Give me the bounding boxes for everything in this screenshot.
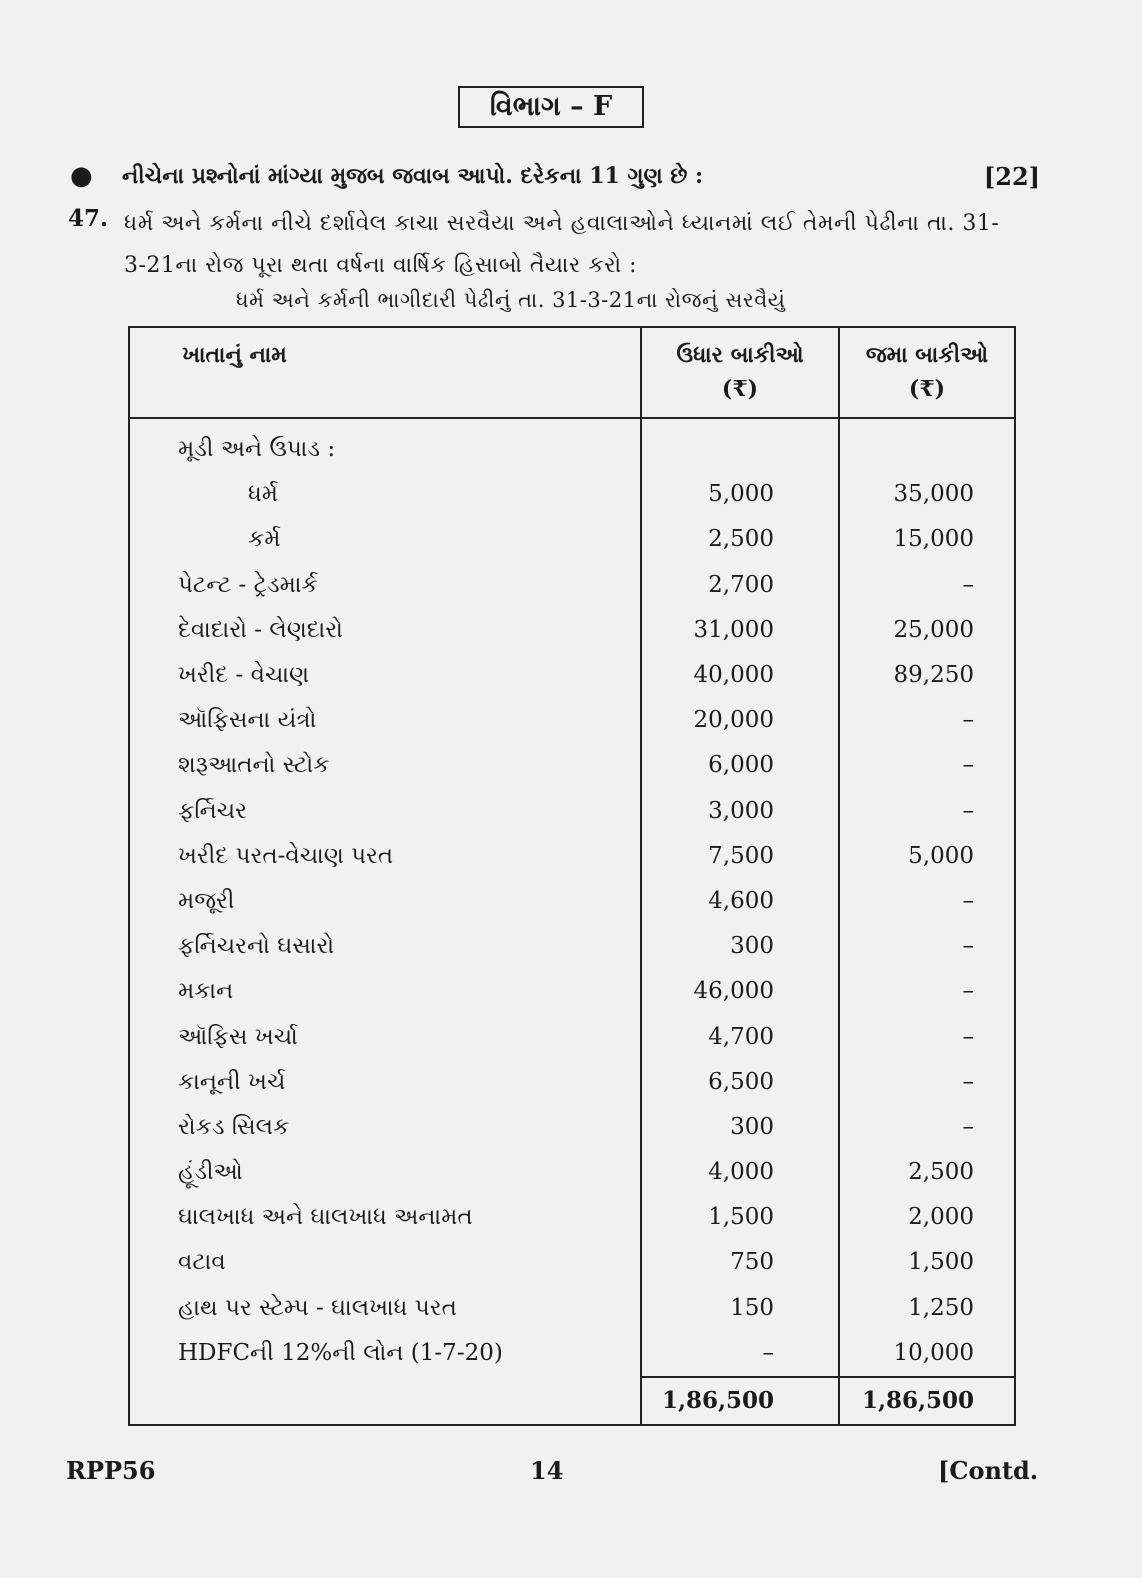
- credit-value: [839, 418, 1015, 472]
- credit-value: –: [839, 879, 1015, 924]
- credit-value: 35,000: [839, 472, 1015, 517]
- debit-value: 6,000: [641, 743, 839, 788]
- credit-value: –: [839, 969, 1015, 1014]
- account-name: મજૂરી: [129, 879, 641, 924]
- credit-value: 25,000: [839, 608, 1015, 653]
- account-name: પેટન્ટ - ટ્રેડમાર્ક: [129, 563, 641, 608]
- account-name: ખરીદ - વેચાણ: [129, 653, 641, 698]
- account-name: દેવાદારો - લેણદારો: [129, 608, 641, 653]
- credit-value: 15,000: [839, 517, 1015, 562]
- table-row: [129, 969, 1015, 1014]
- credit-value: 2,500: [839, 1150, 1015, 1195]
- account-name: ખરીદ પરત-વેચાણ પરત: [129, 834, 641, 879]
- account-name: ફર્નિચરનો ઘસારો: [129, 924, 641, 969]
- table-row: [129, 1240, 1015, 1285]
- section-title: વિભાગ – F: [458, 86, 644, 128]
- table-caption: ધર્મ અને કર્મની ભાગીદારી પેઢીનું તા. 31-3-21ના રોજનું સરવૈયું: [236, 288, 786, 312]
- header-credit-unit: (₹): [908, 376, 946, 402]
- debit-value: [641, 418, 839, 472]
- table-row: [129, 418, 1015, 472]
- debit-value: 5,000: [641, 472, 839, 517]
- table-row: [129, 1286, 1015, 1331]
- debit-value: 300: [641, 924, 839, 969]
- table-row: [129, 924, 1015, 969]
- credit-value: 1,250: [839, 1286, 1015, 1331]
- total-label-cell: [129, 1377, 641, 1425]
- bullet-icon: ●: [70, 161, 93, 191]
- table-row: [129, 563, 1015, 608]
- table-row: [129, 834, 1015, 879]
- debit-value: 31,000: [641, 608, 839, 653]
- account-name: ઘાલખાધ અને ઘાલખાધ અનામત: [129, 1195, 641, 1240]
- account-name: કર્મ: [129, 517, 641, 562]
- credit-value: 89,250: [839, 653, 1015, 698]
- continued-label: [Contd.: [938, 1456, 1039, 1485]
- table-row: [129, 1014, 1015, 1059]
- debit-value: 4,000: [641, 1150, 839, 1195]
- table-row: [129, 608, 1015, 653]
- table-row: [129, 879, 1015, 924]
- account-name: હાથ પર સ્ટેમ્પ - ઘાલખાધ પરત: [129, 1286, 641, 1331]
- account-name: વટાવ: [129, 1240, 641, 1285]
- account-name: હૂંડીઓ: [129, 1150, 641, 1195]
- debit-value: 4,600: [641, 879, 839, 924]
- header-debit-unit: (₹): [721, 376, 759, 402]
- table-header-row: [129, 327, 1015, 418]
- debit-value: 6,500: [641, 1060, 839, 1105]
- credit-value: 2,000: [839, 1195, 1015, 1240]
- debit-value: 3,000: [641, 789, 839, 834]
- debit-value: 20,000: [641, 698, 839, 743]
- header-credit-label: જમા બાકીઓ: [865, 342, 989, 368]
- header-debit: [641, 327, 839, 418]
- paper-code: RPP56: [66, 1456, 156, 1485]
- page-number: 14: [530, 1456, 564, 1485]
- total-row: [129, 1377, 1015, 1425]
- marks-label: [22]: [983, 162, 1040, 191]
- question-number: 47.: [68, 205, 109, 232]
- debit-value: 46,000: [641, 969, 839, 1014]
- trial-balance-table: [128, 326, 1016, 1426]
- debit-value: 150: [641, 1286, 839, 1331]
- table-row: [129, 1060, 1015, 1105]
- header-credit: [839, 327, 1015, 418]
- debit-value: 2,700: [641, 563, 839, 608]
- account-name: શરૂઆતનો સ્ટોક: [129, 743, 641, 788]
- table-row: [129, 789, 1015, 834]
- credit-value: –: [839, 1014, 1015, 1059]
- account-name: કાનૂની ખર્ચ: [129, 1060, 641, 1105]
- credit-value: 10,000: [839, 1331, 1015, 1377]
- account-name: ધર્મ: [129, 472, 641, 517]
- table-row: [129, 1195, 1015, 1240]
- account-name: ઑફિસ ખર્ચા: [129, 1014, 641, 1059]
- account-name: HDFCની 12%ની લોન (1-7-20): [129, 1331, 641, 1377]
- account-name: રોકડ સિલક: [129, 1105, 641, 1150]
- table-row: [129, 653, 1015, 698]
- credit-value: 1,500: [839, 1240, 1015, 1285]
- table-row: [129, 1150, 1015, 1195]
- instruction: [70, 158, 1040, 194]
- debit-value: 1,500: [641, 1195, 839, 1240]
- debit-value: 4,700: [641, 1014, 839, 1059]
- table-row: [129, 517, 1015, 562]
- total-credit: 1,86,500: [839, 1377, 1015, 1425]
- header-debit-label: ઉધાર બાકીઓ: [676, 342, 804, 368]
- credit-value: –: [839, 924, 1015, 969]
- debit-value: 750: [641, 1240, 839, 1285]
- table-row: [129, 743, 1015, 788]
- debit-value: 40,000: [641, 653, 839, 698]
- account-name: ઑફિસના યંત્રો: [129, 698, 641, 743]
- table-row: [129, 698, 1015, 743]
- table-row: [129, 472, 1015, 517]
- credit-value: 5,000: [839, 834, 1015, 879]
- debit-value: 7,500: [641, 834, 839, 879]
- table-row: [129, 1105, 1015, 1150]
- account-name: મૂડી અને ઉપાડ :: [129, 418, 641, 472]
- credit-value: –: [839, 698, 1015, 743]
- question-text: ધર્મ અને કર્મના નીચે દર્શાવેલ કાચા સરવૈયા અને હવાલાઓને ધ્યાનમાં લઈ તેમની પેઢીના તા. 31-3-21ના રોજ પૂરા થતા વર્ષના વાર્ષિક હિસાબો તૈયાર કરો :: [124, 211, 1000, 278]
- debit-value: 2,500: [641, 517, 839, 562]
- header-account-name: ખાતાનું નામ: [129, 327, 641, 418]
- credit-value: –: [839, 1060, 1015, 1105]
- credit-value: –: [839, 743, 1015, 788]
- debit-value: –: [641, 1331, 839, 1377]
- credit-value: –: [839, 789, 1015, 834]
- account-name: ફર્નિચર: [129, 789, 641, 834]
- debit-value: 300: [641, 1105, 839, 1150]
- credit-value: –: [839, 563, 1015, 608]
- table-row: [129, 1331, 1015, 1377]
- account-name: મકાન: [129, 969, 641, 1014]
- total-debit: 1,86,500: [641, 1377, 839, 1425]
- credit-value: –: [839, 1105, 1015, 1150]
- instruction-text: નીચેના પ્રશ્નોનાં માંગ્યા મુજબ જવાબ આપો. દરેકના 11 ગુણ છે :: [122, 163, 704, 189]
